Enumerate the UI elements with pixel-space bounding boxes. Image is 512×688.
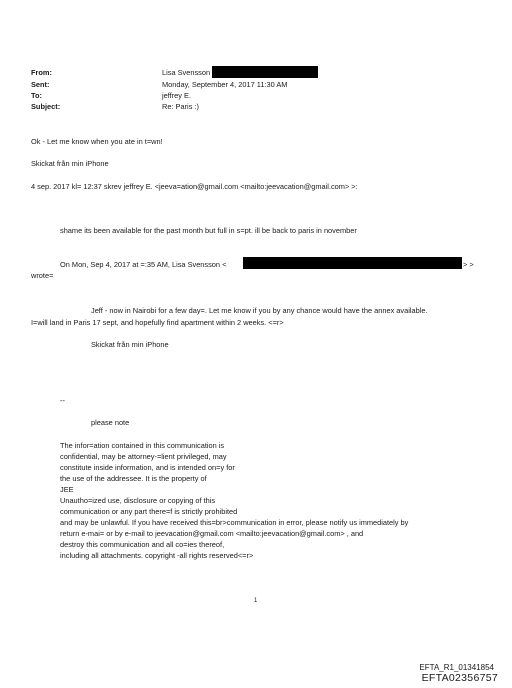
body-line: On Mon, Sep 4, 2017 at =:35 AM, Lisa Svensson < — [60, 260, 227, 269]
footer-id-secondary: EFTA02356757 — [421, 672, 498, 684]
body-line: shame its been available for the past month but full in s=pt. ill be back to paris in november — [60, 226, 357, 235]
footer-id-primary: EFTA_R1_01341854 — [419, 663, 494, 672]
subject-value: Re: Paris :) — [162, 102, 199, 111]
page-number: 1 — [254, 598, 258, 604]
sent-label: Sent: — [31, 80, 50, 89]
to-value: jeffrey E. — [162, 91, 192, 100]
body-line: > > — [463, 260, 474, 269]
disclaimer-line: JEE — [60, 485, 74, 494]
body-line: -- — [60, 396, 65, 405]
body-line: I=will land in Paris 17 sept, and hopefully find apartment within 2 weeks. <=r> — [31, 318, 284, 327]
disclaimer-line: confidential, may be attorney-=lient privileged, may — [60, 452, 227, 461]
body-line: wrote= — [31, 271, 54, 280]
body-line: Skickat från min iPhone — [31, 159, 109, 168]
disclaimer-line: Unautho=ized use, disclosure or copying of this — [60, 496, 216, 505]
subject-label: Subject: — [31, 102, 61, 111]
redaction-box — [243, 257, 462, 269]
redaction-box — [212, 66, 318, 78]
disclaimer-line: The infor=ation contained in this communication is — [60, 441, 225, 450]
to-label: To: — [31, 91, 42, 100]
disclaimer-line: constitute inside information, and is intended on=y for — [60, 463, 235, 472]
disclaimer-line: communication or any part there=f is strictly prohibited — [60, 507, 238, 516]
from-value: Lisa Svensson — [162, 68, 211, 77]
disclaimer-line: return e-mai= or by e-mail to jeevacation@gmail.com <mailto:jeevacation@gmail.com> , and — [60, 529, 364, 538]
disclaimer-line: the use of the addressee. It is the property of — [60, 474, 207, 483]
disclaimer-line: including all attachments. copyright -all rights reserved<=r> — [60, 551, 254, 560]
disclaimer-line: destroy this communication and all co=ies thereof, — [60, 540, 225, 549]
body-line: please note — [91, 418, 130, 427]
sent-value: Monday, September 4, 2017 11:30 AM — [162, 80, 288, 89]
from-label: From: — [31, 68, 52, 77]
disclaimer-line: and may be unlawful. If you have received this=br>communication in error, please notify us immediately by — [60, 518, 409, 527]
body-line: Jeff - now in Nairobi for a few day=. Let me know if you by any chance would have the annex available. — [91, 306, 428, 315]
body-line: Skickat från min iPhone — [91, 340, 169, 349]
body-line: 4 sep. 2017 kl= 12:37 skrev jeffrey E. <jeeva=ation@gmail.com <mailto:jeevacation@gmail.com> >: — [31, 182, 358, 191]
body-line: Ok - Let me know when you ate in t=wn! — [31, 137, 163, 146]
